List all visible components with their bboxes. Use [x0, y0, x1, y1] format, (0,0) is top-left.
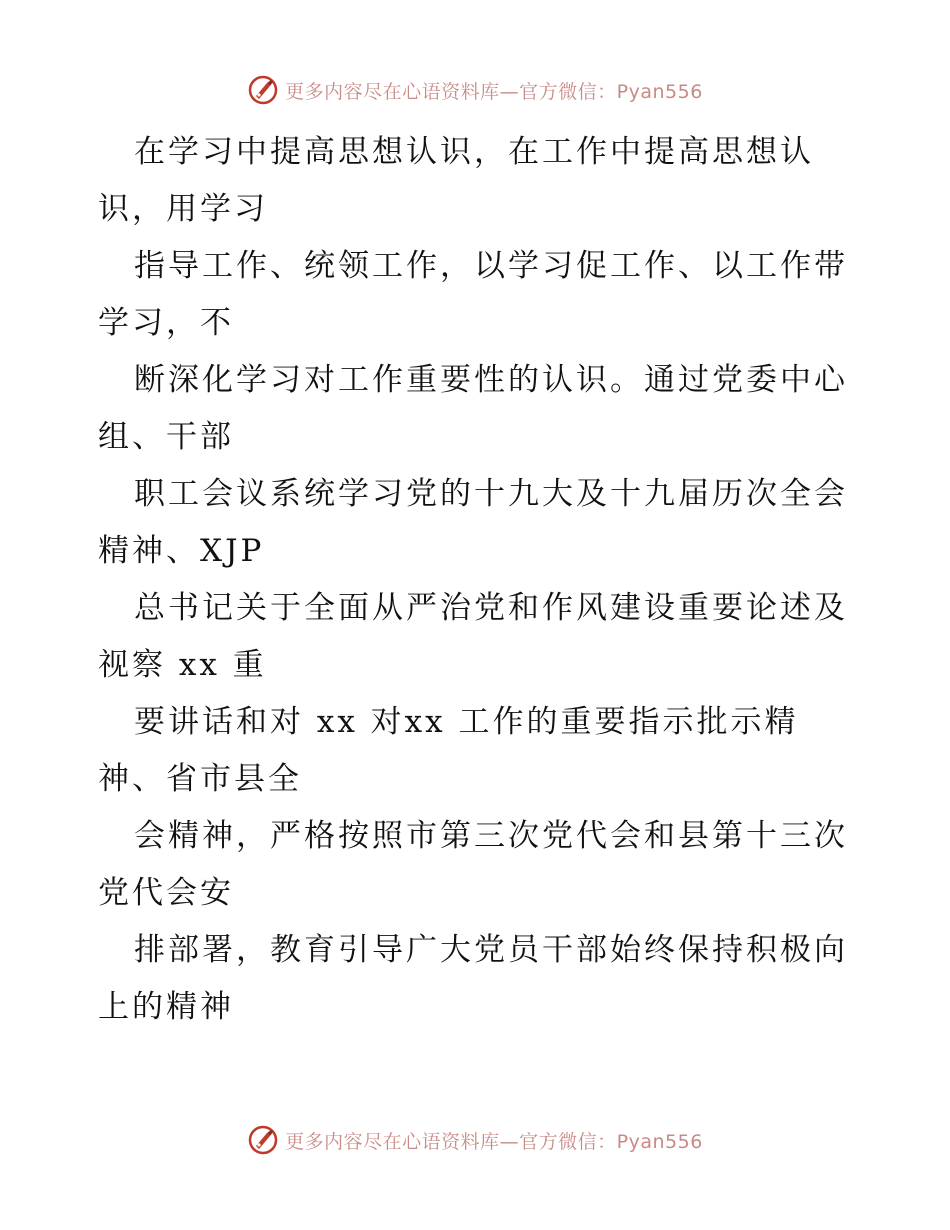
paragraph-line: 党代会安: [98, 875, 234, 911]
paragraph-4: [98, 466, 858, 580]
paragraph-line: 职工会议系统学习党的十九大及十九届历次全会: [134, 476, 848, 512]
paragraph-3: [98, 352, 858, 466]
footer-banner: [0, 1120, 950, 1160]
paragraph-2: [98, 238, 858, 352]
paragraph-line: 精神、XJP: [98, 533, 265, 569]
paragraph-line: 排部署，教育引导广大党员干部始终保持积极向: [134, 932, 848, 968]
paragraph-5: [98, 580, 858, 694]
document-body: [98, 124, 858, 1036]
pen-nib-seal-icon: [247, 74, 279, 106]
paragraph-line: 上的精神: [98, 989, 234, 1025]
header-banner-text: 更多内容尽在心语资料库—官方微信：Pyan556: [285, 80, 703, 103]
paragraph-line: 识，用学习: [98, 191, 268, 227]
paragraph-line: 断深化学习对工作重要性的认识。通过党委中心: [134, 362, 848, 398]
paragraph-line: 会精神，严格按照市第三次党代会和县第十三次: [134, 818, 848, 854]
paragraph-8: [98, 922, 858, 1036]
paragraph-1: [98, 124, 858, 238]
paragraph-6: [98, 694, 858, 808]
paragraph-line: 要讲话和对 xx 对xx 工作的重要指示批示精: [134, 704, 799, 740]
paragraph-line: 组、干部: [98, 419, 234, 455]
pen-nib-seal-icon: [247, 1124, 279, 1156]
paragraph-line: 指导工作、统领工作，以学习促工作、以工作带: [134, 248, 848, 284]
paragraph-line: 在学习中提高思想认识，在工作中提高思想认: [134, 134, 814, 170]
paragraph-line: 神、省市县全: [98, 761, 302, 797]
paragraph-line: 学习，不: [98, 305, 234, 341]
paragraph-line: 总书记关于全面从严治党和作风建设重要论述及: [134, 590, 848, 626]
header-banner: [0, 70, 950, 110]
paragraph-7: [98, 808, 858, 922]
paragraph-line: 视察 xx 重: [98, 647, 267, 683]
footer-banner-text: 更多内容尽在心语资料库—官方微信：Pyan556: [285, 1130, 703, 1153]
